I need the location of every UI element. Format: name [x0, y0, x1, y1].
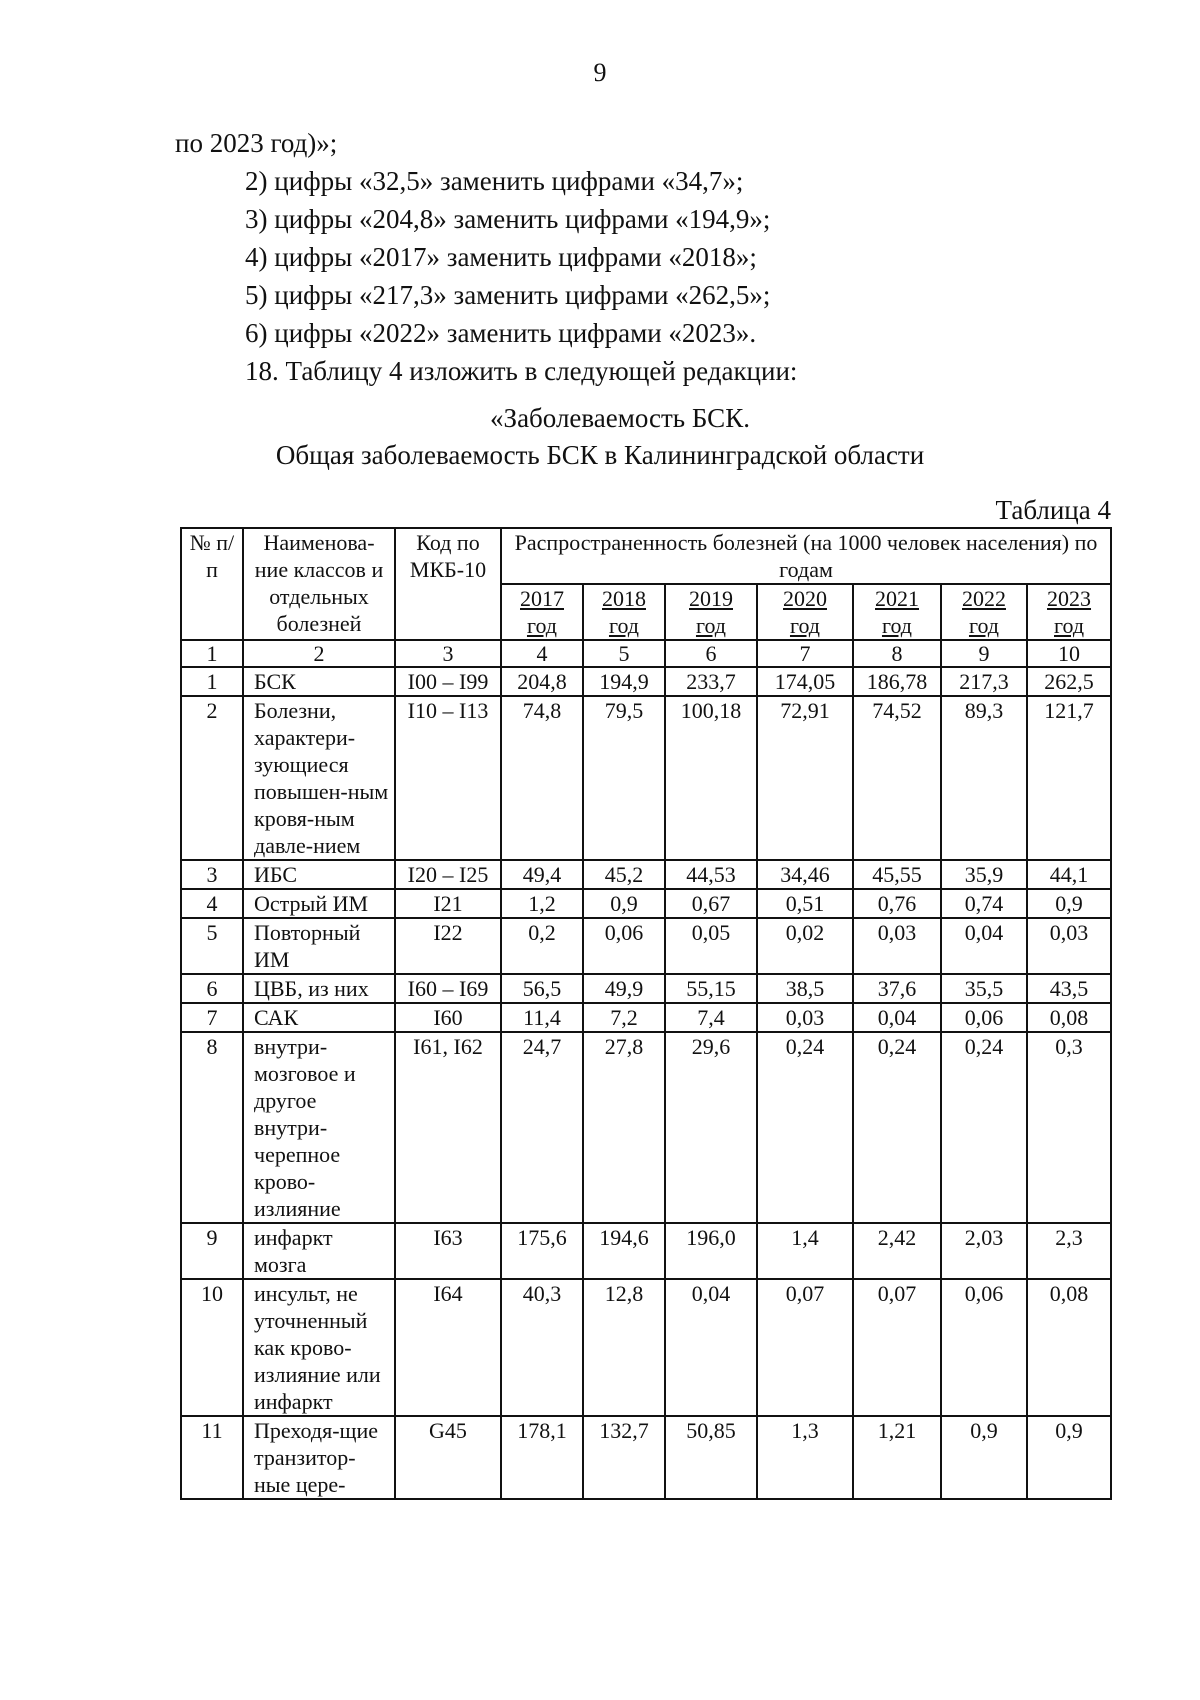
header-code: Код по МКБ-10 — [395, 528, 501, 640]
rate-value: 0,06 — [941, 1279, 1027, 1416]
disease-name: внутри-мозговое и другое внутри-черепное крово-излияние — [243, 1032, 395, 1223]
year-value: 2020 — [783, 586, 827, 611]
rate-value: 0,2 — [501, 918, 583, 974]
rate-value: 0,04 — [853, 1003, 941, 1032]
row-number: 2 — [181, 696, 243, 860]
rate-value: 2,03 — [941, 1223, 1027, 1279]
rate-value: 0,3 — [1027, 1032, 1111, 1223]
year-value: 2018 — [602, 586, 646, 611]
icd-code: G45 — [395, 1416, 501, 1499]
disease-name: инсульт, не уточненный как крово-излияние или инфаркт — [243, 1279, 395, 1416]
column-number: 5 — [583, 640, 665, 667]
table-row — [181, 860, 1111, 889]
year-suffix: год — [526, 613, 558, 638]
icd-code: I21 — [395, 889, 501, 918]
rate-value: 0,08 — [1027, 1003, 1111, 1032]
year-value: 2023 — [1047, 586, 1092, 611]
disease-name: САК — [243, 1003, 395, 1032]
rate-value: 0,07 — [853, 1279, 941, 1416]
year-suffix: год — [1054, 613, 1085, 638]
header-year-2021 — [853, 584, 941, 640]
rate-value: 74,52 — [853, 696, 941, 860]
rate-value: 0,03 — [853, 918, 941, 974]
rate-value: 0,9 — [1027, 1416, 1111, 1499]
rate-value: 2,42 — [853, 1223, 941, 1279]
rate-value: 186,78 — [853, 667, 941, 696]
rate-value: 1,21 — [853, 1416, 941, 1499]
rate-value: 56,5 — [501, 974, 583, 1003]
table-row — [181, 974, 1111, 1003]
table-row — [181, 667, 1111, 696]
rate-value: 34,46 — [757, 860, 853, 889]
rate-value: 0,06 — [583, 918, 665, 974]
icd-code: I10 – I13 — [395, 696, 501, 860]
paragraph-6: 6) цифры «2022» заменить цифрами «2023». — [245, 318, 757, 348]
rate-value: 44,1 — [1027, 860, 1111, 889]
rate-value: 0,07 — [757, 1279, 853, 1416]
rate-value: 0,24 — [941, 1032, 1027, 1223]
rate-value: 0,51 — [757, 889, 853, 918]
icd-code: I60 – I69 — [395, 974, 501, 1003]
rate-value: 0,03 — [757, 1003, 853, 1032]
rate-value: 0,76 — [853, 889, 941, 918]
year-suffix: год — [968, 613, 1000, 638]
column-numbers-row — [181, 640, 1111, 667]
rate-value: 174,05 — [757, 667, 853, 696]
header-year-2019 — [665, 584, 757, 640]
table-row — [181, 889, 1111, 918]
row-number: 1 — [181, 667, 243, 696]
rate-value: 1,3 — [757, 1416, 853, 1499]
table-row — [181, 1223, 1111, 1279]
paragraph-5: 5) цифры «217,3» заменить цифрами «262,5»; — [245, 280, 771, 310]
rate-value: 0,24 — [853, 1032, 941, 1223]
table-row — [181, 1003, 1111, 1032]
icd-code: I20 – I25 — [395, 860, 501, 889]
rate-value: 43,5 — [1027, 974, 1111, 1003]
disease-name: Преходя-щие транзитор-ные цере- — [243, 1416, 395, 1499]
rate-value: 37,6 — [853, 974, 941, 1003]
icd-code: I63 — [395, 1223, 501, 1279]
header-num: № п/п — [181, 528, 243, 640]
rate-value: 233,7 — [665, 667, 757, 696]
paragraph-7: 18. Таблицу 4 изложить в следующей редакции: — [245, 356, 798, 386]
column-number: 8 — [853, 640, 941, 667]
rate-value: 38,5 — [757, 974, 853, 1003]
rate-value: 0,74 — [941, 889, 1027, 918]
rate-value: 0,24 — [757, 1032, 853, 1223]
disease-name: Повторный ИМ — [243, 918, 395, 974]
icd-code: I60 — [395, 1003, 501, 1032]
rate-value: 50,85 — [665, 1416, 757, 1499]
paragraph-3: 3) цифры «204,8» заменить цифрами «194,9»; — [245, 204, 771, 234]
paragraph-1: по 2023 год)»; — [175, 128, 338, 158]
rate-value: 132,7 — [583, 1416, 665, 1499]
year-value: 2021 — [875, 586, 919, 611]
rate-value: 1,4 — [757, 1223, 853, 1279]
rate-value: 49,9 — [583, 974, 665, 1003]
row-number: 4 — [181, 889, 243, 918]
row-number: 8 — [181, 1032, 243, 1223]
rate-value: 7,2 — [583, 1003, 665, 1032]
rate-value: 44,53 — [665, 860, 757, 889]
rate-value: 0,02 — [757, 918, 853, 974]
rate-value: 194,6 — [583, 1223, 665, 1279]
row-number: 10 — [181, 1279, 243, 1416]
icd-code: I22 — [395, 918, 501, 974]
rate-value: 0,05 — [665, 918, 757, 974]
rate-value: 0,67 — [665, 889, 757, 918]
rate-value: 2,3 — [1027, 1223, 1111, 1279]
morbidity-table — [180, 527, 1112, 1500]
rate-value: 79,5 — [583, 696, 665, 860]
row-number: 6 — [181, 974, 243, 1003]
disease-name: ЦВБ, из них — [243, 974, 395, 1003]
column-number: 1 — [181, 640, 243, 667]
rate-value: 72,91 — [757, 696, 853, 860]
row-number: 9 — [181, 1223, 243, 1279]
column-number: 9 — [941, 640, 1027, 667]
rate-value: 45,2 — [583, 860, 665, 889]
paragraph-2: 2) цифры «32,5» заменить цифрами «34,7»; — [245, 166, 744, 196]
row-number: 3 — [181, 860, 243, 889]
rate-value: 262,5 — [1027, 667, 1111, 696]
column-number: 7 — [757, 640, 853, 667]
rate-value: 55,15 — [665, 974, 757, 1003]
rate-value: 45,55 — [853, 860, 941, 889]
table-label: Таблица 4 — [995, 495, 1111, 525]
icd-code: I61, I62 — [395, 1032, 501, 1223]
rate-value: 178,1 — [501, 1416, 583, 1499]
disease-name: ИБС — [243, 860, 395, 889]
rate-value: 196,0 — [665, 1223, 757, 1279]
rate-value: 100,18 — [665, 696, 757, 860]
row-number: 7 — [181, 1003, 243, 1032]
table-title-line1: «Заболеваемость БСК. — [490, 403, 750, 433]
rate-value: 0,03 — [1027, 918, 1111, 974]
icd-code: I00 – I99 — [395, 667, 501, 696]
rate-value: 175,6 — [501, 1223, 583, 1279]
column-number: 10 — [1027, 640, 1111, 667]
header-row-1 — [181, 528, 1111, 584]
header-year-2023 — [1027, 584, 1111, 640]
table-title-line2: Общая заболеваемость БСК в Калининградской области — [275, 440, 925, 470]
rate-value: 35,9 — [941, 860, 1027, 889]
table-row — [181, 696, 1111, 860]
year-suffix: год — [608, 613, 640, 638]
year-suffix: год — [881, 613, 913, 638]
table-row — [181, 1279, 1111, 1416]
rate-value: 27,8 — [583, 1032, 665, 1223]
rate-value: 35,5 — [941, 974, 1027, 1003]
column-number: 3 — [395, 640, 501, 667]
column-number: 6 — [665, 640, 757, 667]
rate-value: 0,9 — [583, 889, 665, 918]
rate-value: 29,6 — [665, 1032, 757, 1223]
table-row — [181, 918, 1111, 974]
rate-value: 121,7 — [1027, 696, 1111, 860]
header-year-2018 — [583, 584, 665, 640]
year-suffix: год — [695, 613, 727, 638]
rate-value: 0,9 — [1027, 889, 1111, 918]
year-value: 2017 — [520, 586, 564, 611]
disease-name: инфаркт мозга — [243, 1223, 395, 1279]
year-value: 2019 — [689, 586, 733, 611]
rate-value: 49,4 — [501, 860, 583, 889]
rate-value: 217,3 — [941, 667, 1027, 696]
rate-value: 204,8 — [501, 667, 583, 696]
rate-value: 0,08 — [1027, 1279, 1111, 1416]
column-number: 4 — [501, 640, 583, 667]
table-row — [181, 1416, 1111, 1499]
icd-code: I64 — [395, 1279, 501, 1416]
rate-value: 0,06 — [941, 1003, 1027, 1032]
rate-value: 11,4 — [501, 1003, 583, 1032]
page-number: 9 — [593, 58, 607, 87]
rate-value: 0,9 — [941, 1416, 1027, 1499]
rate-value: 74,8 — [501, 696, 583, 860]
column-number: 2 — [243, 640, 395, 667]
rate-value: 194,9 — [583, 667, 665, 696]
rate-value: 7,4 — [665, 1003, 757, 1032]
rate-value: 0,04 — [665, 1279, 757, 1416]
rate-value: 40,3 — [501, 1279, 583, 1416]
row-number: 11 — [181, 1416, 243, 1499]
header-year-2020 — [757, 584, 853, 640]
header-name: Наименова-ние классов и отдельных болезней — [243, 528, 395, 640]
row-number: 5 — [181, 918, 243, 974]
disease-name: Болезни, характери-зующиеся повышен-ным кровя-ным давле-нием — [243, 696, 395, 860]
paragraph-4: 4) цифры «2017» заменить цифрами «2018»; — [245, 242, 757, 272]
header-group: Распространенность болезней (на 1000 человек населения) по годам — [501, 528, 1111, 584]
rate-value: 12,8 — [583, 1279, 665, 1416]
header-year-2022 — [941, 584, 1027, 640]
rate-value: 1,2 — [501, 889, 583, 918]
disease-name: Острый ИМ — [243, 889, 395, 918]
rate-value: 0,04 — [941, 918, 1027, 974]
year-value: 2022 — [962, 586, 1006, 611]
header-year-2017 — [501, 584, 583, 640]
rate-value: 24,7 — [501, 1032, 583, 1223]
table-row — [181, 1032, 1111, 1223]
disease-name: БСК — [243, 667, 395, 696]
year-suffix: год — [789, 613, 821, 638]
rate-value: 89,3 — [941, 696, 1027, 860]
